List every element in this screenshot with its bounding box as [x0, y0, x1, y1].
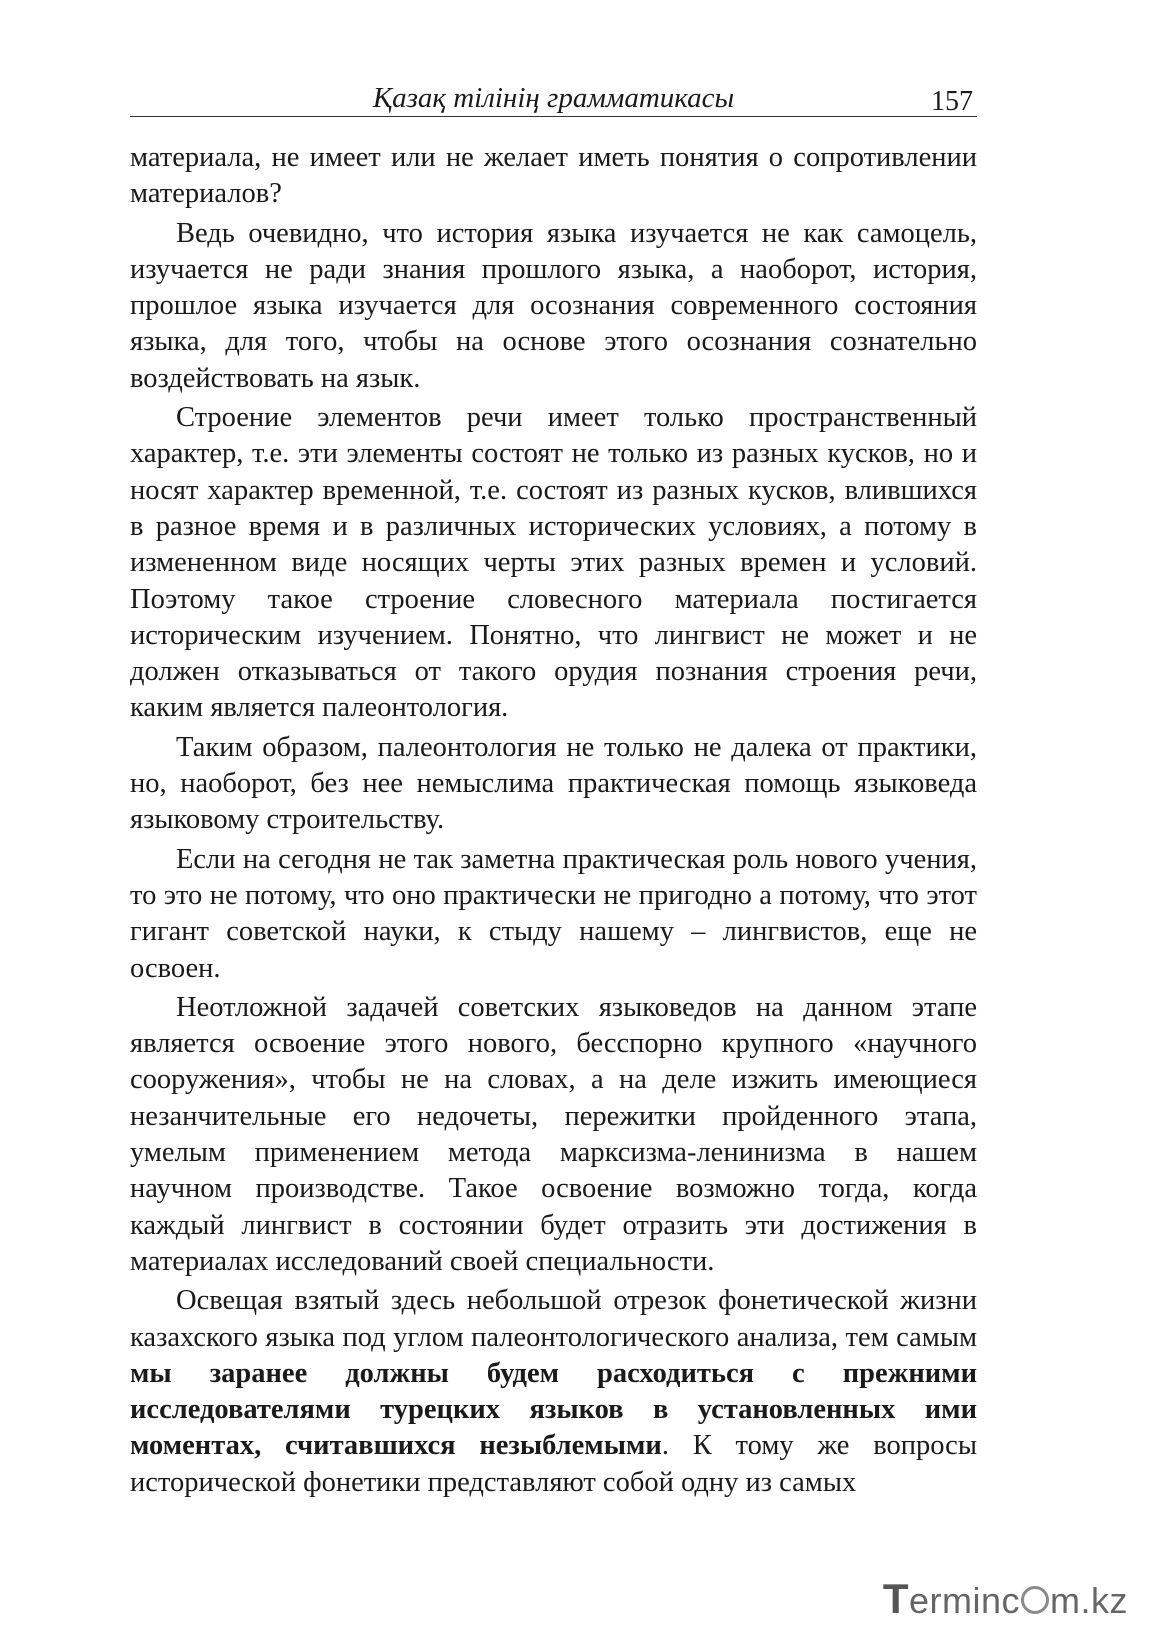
watermark-part1: erminc	[908, 1580, 1020, 1621]
paragraph-5: Если на сегодня не так заметна практическая роль нового учения, то это не потому, что оно практически не пригодно а потому, что этот гигант советской науки, к стыду нашему – лингвистов, еще не освоен.	[130, 843, 977, 984]
magnifier-icon	[1021, 1586, 1049, 1614]
watermark-part2: m.kz	[1050, 1580, 1128, 1621]
paragraph-3: Строение элементов речи имеет только пространственный характер, т.е. эти элементы состоят не только из разных кусков, но и носят характер временной, т.е. состоят из разных кусков, влившихся в разное время и в различных исторических условиях, а потому в измененном виде носящих черты этих разных времен и условий. Поэтому такое строение словесного материала постигается историческим изучением. Понятно, что лингвист не может и не должен отказываться от такого орудия познания строения речи, каким является палеонтология.	[130, 402, 977, 724]
watermark-t: T	[882, 1575, 909, 1622]
paragraph-1: материала, не имеет или не желает иметь понятия о сопротивлении материалов?	[130, 142, 977, 210]
paragraph-4: Таким образом, палеонтология не только не далека от практики, но, наоборот, без нее немыслима практическая помощь языковеда языковому строительству.	[130, 731, 977, 836]
body-text	[130, 140, 977, 1501]
paragraph-6: Неотложной задачей советских языковедов на данном этапе является освоение этого нового, бесспорно крупного «научного сооружения», чтобы не на словах, а на деле изжить имеющиеся незанчительные его недочеты, пережитки пройденного этапа, умелым применением метода марксизма-ленинизма в нашем научном производстве. Такое освоение возможно тогда, когда каждый лингвист в состоянии будет отразить эти достижения в материалах исследований своей специальности.	[130, 991, 977, 1277]
paragraph-7-bold: мы заранее должны будем расходиться с прежними исследователями турецких языков в установленных ими моментах, считавшихся незыблемыми	[130, 1357, 977, 1462]
paragraph-7-end: . К тому же вопросы исторической фонетики представляют собой одну из самых	[130, 1430, 977, 1498]
running-title: Қазақ тілінің грамматикасы	[372, 82, 735, 114]
page-number: 157	[931, 86, 973, 117]
paragraph-2: Ведь очевидно, что история языка изучается не как самоцель, изучается не ради знания прошлого языка, а наоборот, история, прошлое языка изучается для осознания современного состояния языка, для того, чтобы на основе этого осознания сознательно воздействовать на язык.	[130, 217, 977, 394]
termincom-watermark	[883, 1575, 1128, 1623]
paragraph-7-start: Освещая взятый здесь небольшой отрезок фонетической жизни казахского языка под углом палеонтологического анализа, тем самым	[130, 1285, 977, 1353]
page-header	[130, 76, 977, 117]
paragraph-7	[130, 1283, 977, 1501]
